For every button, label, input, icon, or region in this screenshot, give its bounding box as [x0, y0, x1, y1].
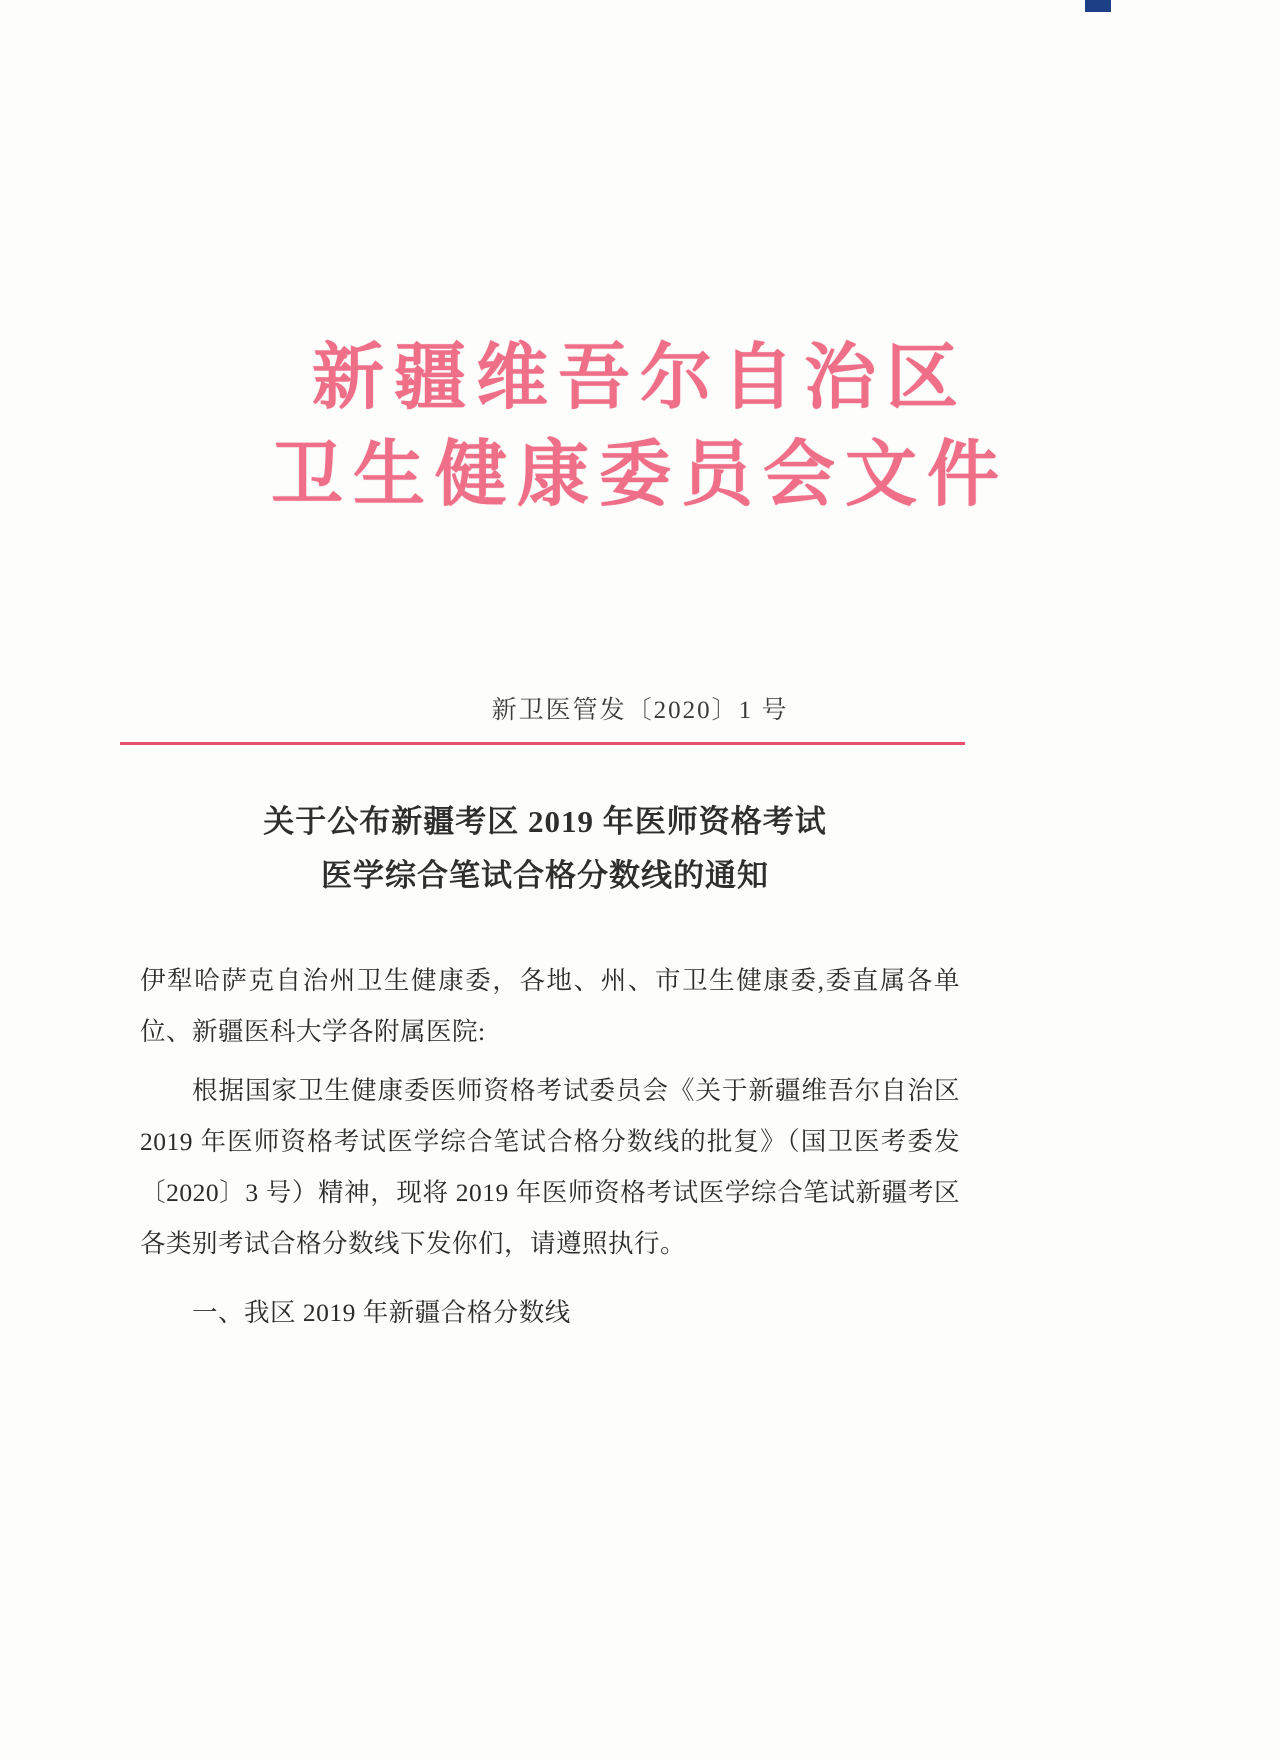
- header-divider-rule: [120, 742, 965, 745]
- document-body: [140, 955, 960, 1338]
- document-number: 新卫医管发〔2020〕1 号: [491, 697, 789, 724]
- page-corner-mark: [1085, 0, 1111, 12]
- body-paragraph-1: 根据国家卫生健康委医师资格考试委员会《关于新疆维吾尔自治区 2019 年医师资格考试医学综合笔试合格分数线的批复》（国卫医考委发〔2020〕3 号）精神，现将 2019 年医师资格考试医学综合笔试新疆考区各类别考试合格分数线下发你们，请遵照执行。: [140, 1076, 960, 1258]
- title-line-1: 关于公布新疆考区 2019 年医师资格考试: [263, 804, 827, 839]
- document-title: [150, 795, 940, 904]
- document-letterhead: [0, 330, 1280, 524]
- recipients-paragraph: 伊犁哈萨克自治州卫生健康委，各地、州、市卫生健康委,委直属各单位、新疆医科大学各附属医院:: [140, 966, 960, 1046]
- letterhead-line-1: 新疆维吾尔自治区: [311, 338, 968, 418]
- section-heading-1: 一、我区 2019 年新疆合格分数线: [192, 1298, 571, 1327]
- title-line-2: 医学综合笔试合格分数线的通知: [321, 858, 769, 894]
- letterhead-line-2: 卫生健康委员会文件: [270, 435, 1009, 516]
